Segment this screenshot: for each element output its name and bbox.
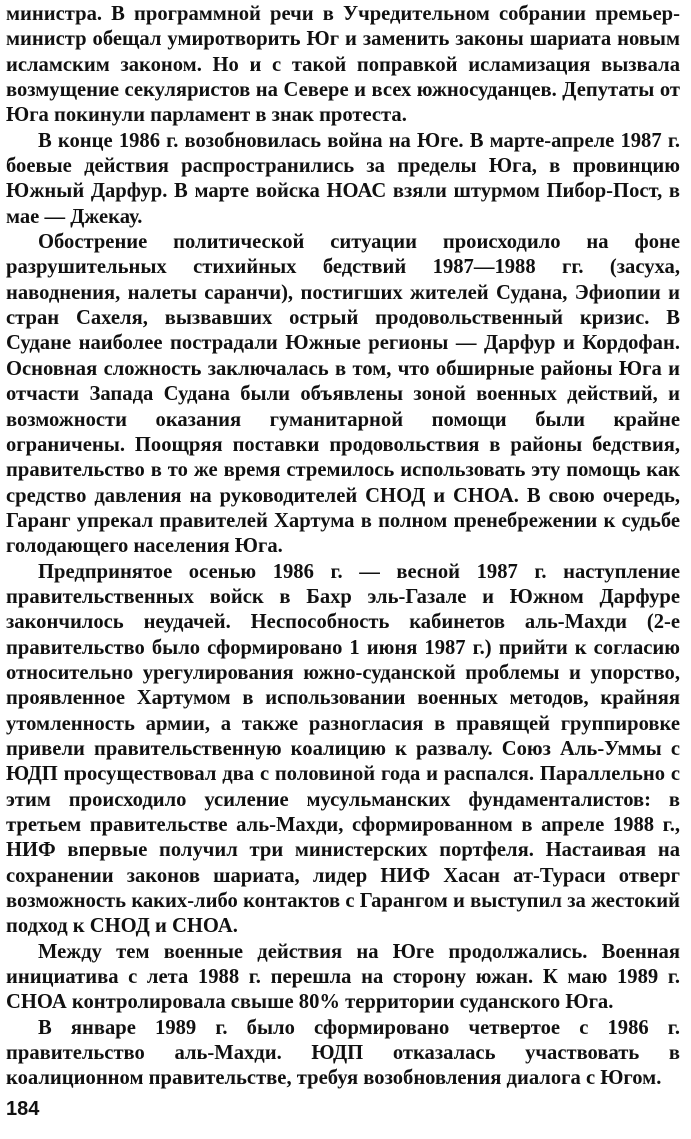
paragraph-5: Между тем военные действия на Юге продолжались. Военная инициатива с лета 1988 г. перешла на сторону южан. К маю 1989 г. СНОА контролировала свыше 80% территории суданского Юга.: [6, 940, 680, 1014]
document-page: [6, 2, 680, 1092]
paragraph-2: В конце 1986 г. возобновилась война на Юге. В марте-апреле 1987 г. боевые действия распространились за пределы Юга, в провинцию Южный Дарфур. В марте войска НОАС взяли штурмом Пибор-Пост, в мае — Джекау.: [6, 129, 680, 228]
paragraph-4: Предпринятое осенью 1986 г. — весной 1987 г. наступление правительственных войск в Бахр эль-Газале и Южном Дарфуре закончилось неудачей. Неспособность кабинетов аль-Махди (2-е правительство было сформировано 1 июня 1987 г.) прийти к согласию относительно урегулирования южно-суданской проблемы и упорство, проявленное Хартумом в использовании военных методов, крайняя утомленность армии, а также разногласия в правящей группировке привели правительственную коалицию к развалу. Союз Аль-Уммы с ЮДП просуществовал два с половиной года и распался. Параллельно с этим происходило усиление мусульманских фундаменталистов: в третьем правительстве аль-Махди, сформированном в апреле 1988 г., НИФ впервые получил три министерских портфеля. Настаивая на сохранении законов шариата, лидер НИФ Хасан ат-Тураси отверг возможность каких-либо контактов с Гарангом и выступил за жестокий подход к СНОД и СНОА.: [6, 560, 680, 938]
paragraph-6: В январе 1989 г. было сформировано четвертое с 1986 г. правительство аль-Махди. ЮДП отказалась участвовать в коалиционном правительстве, требуя возобновления диалога с Югом.: [6, 1016, 680, 1090]
paragraph-3: Обострение политической ситуации происходило на фоне разрушительных стихийных бедствий 1987—1988 гг. (засуха, наводнения, налеты саранчи), постигших жителей Судана, Эфиопии и стран Сахеля, вызвавших острый продовольственный кризис. В Судане наиболее пострадали Южные регионы — Дарфур и Кордофан. Основная сложность заключалась в том, что обширные районы Юга и отчасти Запада Судана были объявлены зоной военных действий, и возможности оказания гуманитарной помощи были крайне ограничены. Поощряя поставки продовольствия в районы бедствия, правительство в то же время стремилось использовать эту помощь как средство давления на руководителей СНОД и СНОА. В свою очередь, Гаранг упрекал правителей Хартума в полном пренебрежении к судьбе голодающего населения Юга.: [6, 231, 680, 558]
paragraph-1: министра. В программной речи в Учредительном собрании премьер-министр обещал умиротворить Юг и заменить законы шариата новым исламским законом. Но и с такой поправкой исламизация вызвала возмущение секуляристов на Севере и всех южносуданцев. Депутаты от Юга покинули парламент в знак протеста.: [6, 3, 680, 127]
page-number: 184: [6, 1098, 40, 1120]
